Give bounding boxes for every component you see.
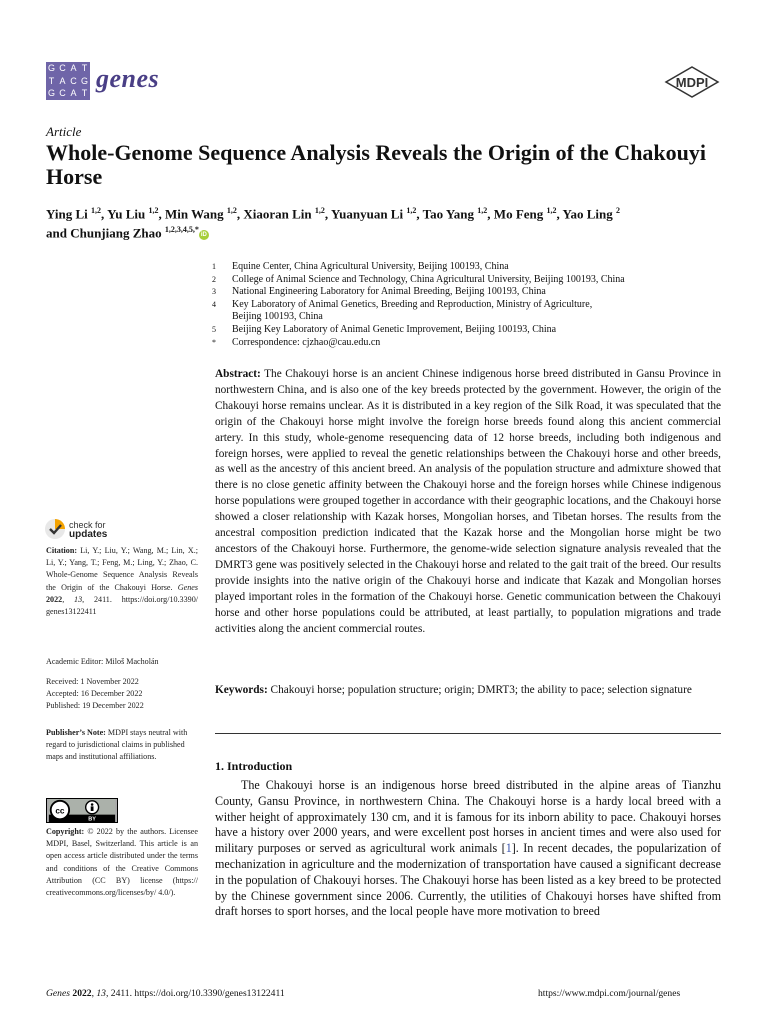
logo-letter: T: [79, 62, 90, 75]
author-affiliation-marker: 1,2: [226, 206, 237, 215]
keywords-label: Keywords:: [215, 684, 268, 696]
section-heading-introduction: 1. Introduction: [215, 759, 293, 773]
affiliation-item: [212, 261, 722, 274]
author-affiliation-marker: 1,2: [91, 206, 102, 215]
affiliation-number: [212, 311, 232, 324]
mdpi-logo: [664, 66, 720, 98]
check-for-updates-badge[interactable]: check for updates: [44, 518, 124, 544]
logo-letter: C: [68, 75, 79, 88]
copyright-notice: Copyright: © 2022 by the authors. Licensee MDPI, Basel, Switzerland. This article is an open access article distributed under the terms and conditions of the Creative Commons Attribution (CC BY) license (https:// creativecommons.org/licenses/by/ 4.0/).: [46, 827, 198, 898]
paper-title: Whole-Genome Sequence Analysis Reveals the Origin of the Chakouyi Horse: [46, 140, 707, 189]
author-affiliation-marker: 1,2: [314, 206, 325, 215]
author-affiliation-marker: 1,2: [406, 206, 417, 215]
affiliation-number: 5: [212, 324, 216, 334]
author-name: Chunjiang Zhao: [70, 225, 162, 241]
author-affiliation-marker: 1,2,3,4,5,*: [164, 225, 199, 235]
abstract: [215, 367, 721, 637]
affiliation-number: 1: [212, 262, 216, 271]
cc-by-label: BY: [88, 816, 96, 823]
author-affiliation-marker: 2: [616, 206, 621, 215]
author-name: Yu Liu: [107, 206, 146, 222]
affiliations: [212, 261, 722, 349]
logo-letter: A: [68, 62, 79, 75]
author-name: Tao Yang: [422, 206, 475, 222]
affiliation-item: [212, 286, 722, 299]
cc-by-license-icon[interactable]: [46, 798, 118, 823]
abstract-label: Abstract:: [215, 368, 261, 380]
logo-letter: T: [79, 87, 90, 100]
publishers-note: Publisher’s Note: MDPI stays neutral with regard to jurisdictional claims in published maps and institutional affiliations.: [46, 728, 188, 762]
author-name: Yao Ling: [562, 206, 613, 222]
affiliation-item: [212, 299, 722, 312]
academic-editor: Academic Editor: Miloš Macholán: [46, 657, 159, 666]
affiliation-number: *: [212, 337, 216, 347]
journal-name: genes: [96, 64, 160, 93]
received-date: Received: 1 November 2022: [46, 677, 139, 686]
publication-dates: [46, 676, 198, 713]
keywords: [215, 683, 721, 699]
publisher-name: MDPI: [675, 75, 709, 90]
logo-letter: G: [80, 75, 88, 86]
affiliation-item: [212, 311, 722, 324]
affiliation-text: Beijing 100193, China: [232, 311, 323, 323]
affiliation-number: 3: [212, 287, 216, 297]
affiliation-text: College of Animal Science and Technology, China Agricultural University, Beijing 100193, China: [232, 273, 625, 285]
affiliation-text: Beijing Key Laboratory of Animal Genetic Improvement, Beijing 100193, China: [232, 323, 557, 335]
affiliation-number: 4: [212, 299, 216, 309]
logo-letter: C: [57, 62, 68, 75]
citation-block: Citation: Li, Y.; Liu, Y.; Wang, M.; Lin, X.; Li, Y.; Yang, T.; Feng, M.; Ling, Y.; Zhao, C. Whole-Genome Sequence Analysis Reveals the Origin of the Chakouyi Horse. Genes 2022, 13, 2411. https://doi.org/10.3390/ genes13122411: [46, 546, 198, 617]
affiliation-item: [212, 274, 722, 287]
logo-letter: A: [57, 75, 68, 88]
affiliation-item: [212, 324, 722, 337]
author-name: Yuanyuan Li: [330, 206, 404, 222]
logo-letter: G: [47, 88, 55, 99]
author-conjunction: and: [46, 225, 71, 241]
check-updates-icon: [44, 518, 66, 540]
logo-letter: T: [46, 75, 57, 88]
affiliation-text: Equine Center, China Agricultural University, Beijing 100193, China: [232, 261, 509, 272]
logo-letter: G: [47, 63, 55, 74]
affiliation-text: National Engineering Laboratory for Animal Breeding, Beijing 100193, China: [232, 286, 546, 298]
keywords-text: Chakouyi horse; population structure; origin; DMRT3; the ability to pace; selection signature: [267, 684, 692, 696]
journal-logo-grid: [46, 62, 90, 100]
logo-letter: C: [57, 87, 68, 100]
author-affiliation-marker: 1,2: [546, 206, 557, 215]
logo-letter: A: [68, 87, 79, 100]
section-divider: [215, 733, 721, 734]
author-name: Min Wang: [165, 206, 224, 222]
author-name: Xiaoran Lin: [243, 206, 312, 222]
author-affiliation-marker: 1,2: [148, 206, 159, 215]
author-list: Ying Li $^{1,2}$, Yu Liu $^{1,2}$, Min Wang $^{1,2}$, Xiaoran Lin $^{1,2}$, Yuanyuan Li $^{1,2}$, Tao Yang $^{1,2}$, Mo Feng $^{1,2}$, Yao Ling $^2$ and Chunjiang Zhao $^{1,2,3,4,5,*}$iD: [46, 206, 621, 241]
author-affiliation-marker: 1,2: [477, 206, 488, 215]
affiliation-text: Correspondence: cjzhao@cau.edu.cn: [232, 336, 381, 348]
abstract-text: The Chakouyi horse is an ancient Chinese indigenous horse breed distributed in Gansu Province in northwestern China, and is also one of the key breeds protected by the government. However, the origin of the Chakouyi horse remains unclear. As it is distributed in a key region of the Silk Road, it was speculated that the origin of the Chakouyi horse might involve the foreign horse breeds found along this ancient commercial artery. In this study, whole-genome resequencing data of 12 horse breeds, including both indigenous and foreign horses, were applied to reveal the genetic relationships between the Chakouyi horse and other breeds, as well as the ancestry of this ancient breed. An analysis of the population structure and admixture showed that there is no close genetic affinity between the Chakouyi horse and the foreign horses while Chinese indigenous horse populations were grouped together in accordance with their geographic locations, and the Chakouyi horse showed a closer relationship with Kazak horses, Mongolian horses, and Tibetan horses. The results from the ancestral composition prediction indicated that the Kazak horse and the Mongolian horse might be two ancestors of the Chakouyi horse. Furthermore, the genome-wide selection signature analysis revealed that the DMRT3 gene was positively selected in the Chakouyi horse and related to the gait trait of the breed. Our results provide insights into the native origin of the Chakouyi horse and indicate that Kazak and Mongolian horses played important roles in the formation of the Chakouyi horse. Genetic communication between the Chakouyi horse and other horse populations could be attributed, at least partially, to population migrations and trade activities along the ancient commercial routes.: [215, 368, 721, 635]
footer-citation: Genes 2022, 13, 2411. https://doi.org/10.3390/genes13122411: [46, 988, 285, 999]
affiliation-text: Key Laboratory of Animal Genetics, Breeding and Reproduction, Ministry of Agriculture,: [232, 298, 593, 310]
introduction-paragraph: The Chakouyi horse is an indigenous horse breed distributed in the alpine areas of Tianzhu County, Gansu Province, in northwestern China. The Chakouyi horse is a hardy local breed with a wither height of approximately 130 cm, and it is famous for its inborn ability to pace. Chakouyi horses have a history over 2000 years, and were excellent post horses in ancient times and were also used for military purposes or served as agricultural work animals [1]. In recent decades, the popularization of mechanization in agriculture and the modernization of transportation have caused a significant decrease in the population of Chakouyi horses. The Chakouyi horse has been listed as a key breed to be protected by the Chinese government since 2006. Currently, the utilities of Chakouyi horses have shifted from draft horses to sport horses, and the local people have more motivation to breed: [215, 778, 721, 919]
accepted-date: Accepted: 16 December 2022: [46, 689, 143, 699]
footer-journal-url[interactable]: https://www.mdpi.com/journal/genes: [538, 988, 681, 999]
author-name: Mo Feng: [493, 206, 544, 222]
article-type: Article: [46, 124, 82, 139]
published-date: Published: 19 December 2022: [46, 701, 144, 711]
affiliation-item: [212, 337, 722, 350]
affiliation-number: 2: [212, 274, 216, 284]
orcid-icon[interactable]: iD: [200, 231, 207, 238]
reference-link[interactable]: 1: [505, 841, 512, 856]
author-name: Ying Li: [46, 206, 88, 222]
cc-label: cc: [55, 806, 65, 816]
